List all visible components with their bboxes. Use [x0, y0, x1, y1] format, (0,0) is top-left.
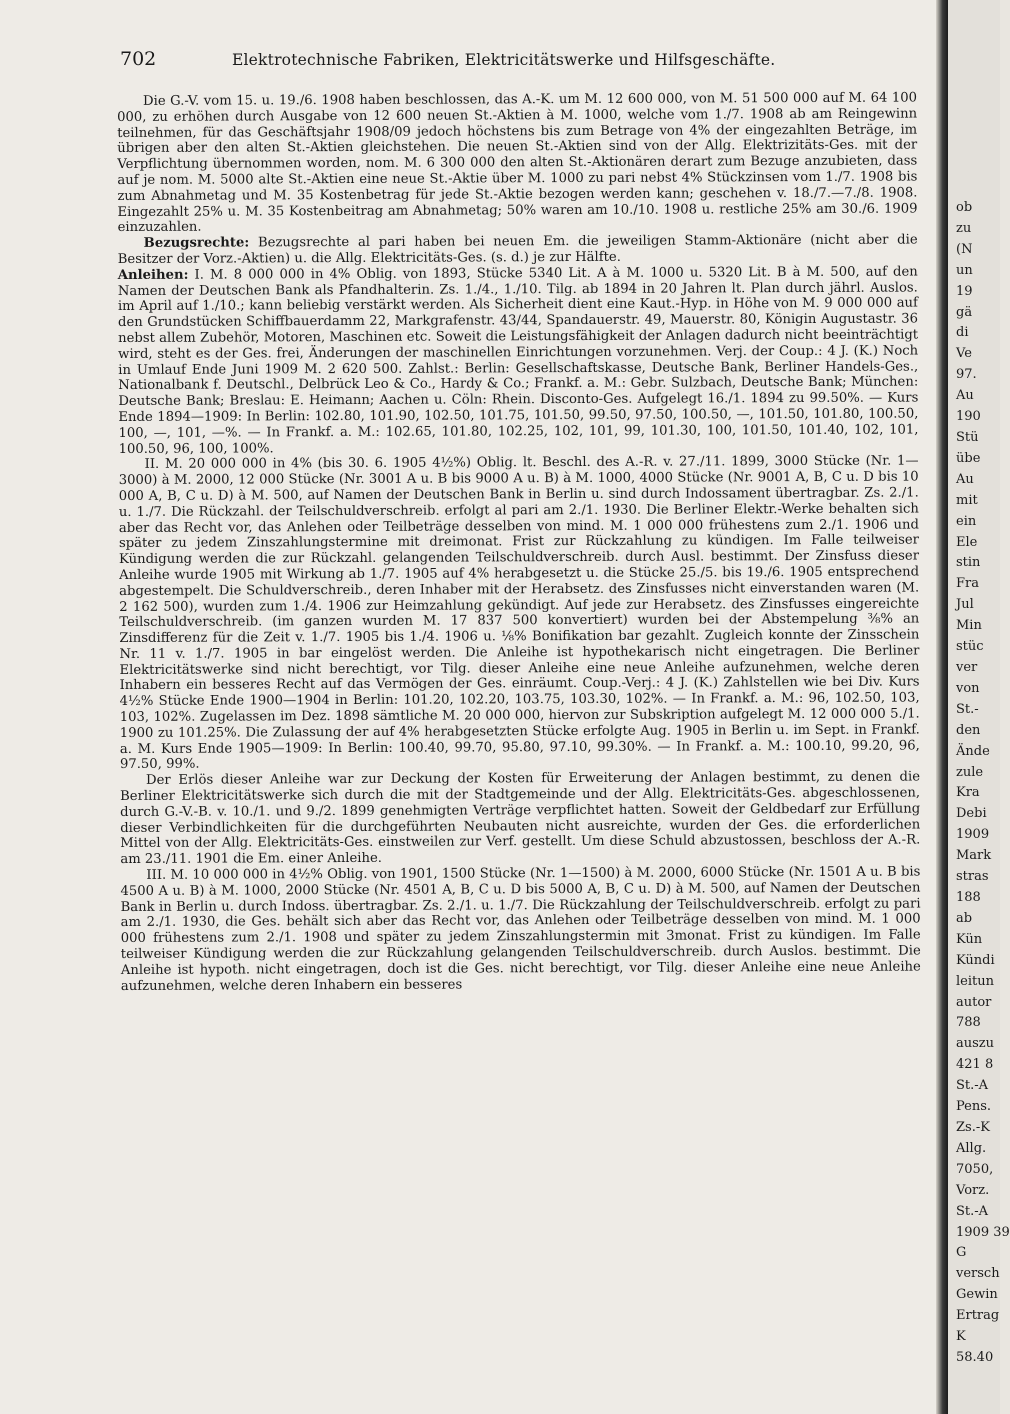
adjacent-page-word: 1909 39: [956, 1225, 1010, 1240]
paragraph-loan-iii: III. M. 10 000 000 in 4½% Oblig. von 1901, 1500 Stücke (Nr. 1—1500) à M. 2000, 6000 Stücke (Nr. 1501 A u. B bis 4500 A u. B) à M. 1000, 2000 Stücke (Nr. 4501 A, B, C u. D bis 5000 A, B, C u. D) à M. 500, auf Namen der Deutschen Bank in Berlin u. durch Indoss. übertragbar. Zs. 2./1. u. 1./7. Die Rückzahlung der Teilschuldverschreib. erfolgt zu pari am 2./1. 1930, die Ges. behält sich aber das Recht vor, das Anlehen oder Teilbeträge desselben von mind. M. 1 000 000 frühestens zum 2./1. 1908 und später zu jedem Zinszahlungstermin mit 3monat. Frist zu kündigen. Im Falle teilweiser Kündigung werden die zur Rückzahlung gelangenden Teilschuldverschreib. durch Auslos. bestimmt. Die Anleihe ist hypoth. nicht eingetragen, doch ist die Ges. nicht berechtigt, vor Tilg. dieser Anleihe eine neue Anleihe aufzunehmen, welche deren Inhabern ein besseres: [120, 864, 921, 994]
adjacent-page-word: Min: [956, 618, 982, 633]
adjacent-page-word: 19: [956, 284, 973, 299]
adjacent-page-word: Au: [956, 388, 974, 403]
adjacent-page-word: 7050,: [956, 1162, 994, 1177]
adjacent-page-word: stras: [956, 869, 989, 884]
adjacent-page-word: Ertrag: [956, 1308, 1000, 1323]
paragraph-loan-proceeds: Der Erlös dieser Anleihe war zur Deckung der Kosten für Erweiterung der Anlagen bestimmt, zu denen die Berliner Elektricitätswerke sich durch die mit der Stadtgemeinde und der Allg. Elektricitäts-Ges. abgeschlossenen, durch G.-V.-B. v. 10./1. und 9./2. 1899 genehmigten Verträge verpflichtet hatten. Soweit der Geldbedarf zur Erfüllung dieser Verbindlichkeiten für die durchgeführten Neubauten nicht ausreichte, wurden der Ges. die erforderlichen Mittel von der Allg. Elektricitäts-Ges. einstweilen zur Verf. gestellt. Um diese Schuld abzustossen, beschloss der A.-R. am 23./11. 1901 die Em. einer Anleihe.: [120, 769, 921, 868]
anleihen-text: I. M. 8 000 000 in 4% Oblig. von 1893, Stücke 5340 Lit. A à M. 1000 u. 5320 Lit. B à M. 500, auf den Namen der Deutschen Bank als Pfandhalterin. Zs. 1./4., 1./10. Tilg. ab 1894 in 20 Jahren lt. Plan durch jährl. Auslos. im April auf 1./10.; kann beliebig verstärkt werden. Als Sicherheit dient eine Kaut.-Hyp. in Höhe von M. 9 000 000 auf den Grundstücken Schiffbauerdamm 22, Markgrafenstr. 43/44, Spandauerstr. 49, Mauerstr. 80, Königin Augustastr. 36 nebst allem Zubehör, Motoren, Maschinen etc. Soweit die Leistungsfähigkeit der Anlagen dadurch nicht beeinträchtigt wird, steht es der Ges. frei, Änderungen der maschinellen Einrichtungen vorzunehmen. Verj. der Coup.: 4 J. (K.) Noch in Umlauf Ende Juni 1909 M. 2 620 500. Zahlst.: Berlin: Gesellschaftskasse, Deutsche Bank, Berliner Handels-Ges., Nationalbank f. Deutschl., Delbrück Leo & Co., Hardy & Co.; Frankf. a. M.: Gebr. Sulzbach, Deutsche Bank; München: Deutsche Bank; Breslau: E. Heimann; Aachen u. Cöln: Rhein. Disconto-Ges. Aufgelegt 16./1. 1894 zu 99.50%. — Kurs Ende 1894—1909: In Berlin: 102.80, 101.90, 102.50, 101.75, 101.50, 99.50, 97.50, 100.50, —, 101.50, 101.80, 100.50, 100, —, 101, —%. — In Frankf. a. M.: 102.65, 101.80, 102.25, 102, 101, 99, 101.30, 100, 101.50, 101.40, 102, 101, 100.50, 96, 100, 100%.: [117, 264, 919, 457]
adjacent-page-fragment: [948, 0, 1010, 1414]
adjacent-page-word: 188: [956, 890, 981, 905]
adjacent-page-word: ein: [956, 514, 977, 529]
adjacent-page-word: autor: [956, 995, 992, 1010]
adjacent-page-word: stüc: [956, 639, 984, 654]
adjacent-page-word: Pens.: [956, 1099, 992, 1114]
adjacent-page-word: leitun: [956, 974, 994, 989]
adjacent-page-word: St.-A: [956, 1204, 989, 1219]
adjacent-page-word: Gewin: [956, 1287, 998, 1302]
paragraph-bezugsrechte: [118, 233, 918, 268]
adjacent-page-word: Vorz.: [956, 1183, 990, 1198]
paragraph-capital-increase: Die G.-V. vom 15. u. 19./6. 1908 haben beschlossen, das A.-K. um M. 12 600 000, von M. 51 500 000 auf M. 64 100 000, zu erhöhen durch Ausgabe von 12 600 neuen St.-Aktien à M. 1000, welche vom 1./7. 1908 ab am Reingewinn teilnehmen, für das Geschäftsjahr 1908/09 jedoch höchstens bis zum Betrage von 4% der eingezahlten Beträge, im übrigen aber den alten St.-Aktien gleichstehen. Die neuen St.-Aktien sind von der Allg. Elektrizitäts-Ges. mit der Verpflichtung übernommen worden, nom. M. 6 300 000 den alten St.-Aktionären derart zum Bezuge anzubieten, dass auf je nom. M. 5000 alte St.-Aktien eine neue St.-Aktie über M. 1000 zu pari nebst 4% Stückzinsen vom 1./7. 1908 bis zum Abnahmetag und M. 35 Kostenbetrag für jede St.-Aktie bezogen werden kann; geschehen v. 18./7.—7./8. 1908. Eingezahlt 25% u. M. 35 Kostenbeitrag am Abnahmetag; 50% waren am 10./10. 1908 u. restliche 25% am 30./6. 1909 einzuzahlen.: [117, 90, 918, 236]
adjacent-page-word: stin: [956, 555, 981, 570]
adjacent-page-word: 97.: [956, 367, 977, 382]
adjacent-page-word: 421 8: [956, 1057, 994, 1072]
adjacent-page-word: 1909: [956, 827, 990, 842]
adjacent-page-word: Kündi: [956, 953, 995, 968]
adjacent-page-word: den: [956, 723, 981, 738]
adjacent-page-word: zule: [956, 765, 984, 780]
adjacent-page-word: Jul: [956, 597, 974, 612]
adjacent-page-word: 788: [956, 1015, 981, 1030]
adjacent-page-word: 190: [956, 409, 981, 424]
adjacent-page-word: Ände: [956, 744, 990, 759]
adjacent-page-word: Ve: [956, 346, 972, 361]
adjacent-page-word: ver: [956, 660, 978, 675]
adjacent-page-word: di: [956, 325, 969, 340]
adjacent-page-word: gä: [956, 305, 973, 320]
adjacent-page-word: Stü: [956, 430, 979, 445]
adjacent-page-word: un: [956, 263, 973, 278]
bezugsrechte-label: Bezugsrechte:: [143, 235, 250, 252]
adjacent-page-word: St.-: [956, 702, 979, 717]
adjacent-page-word: Allg.: [956, 1141, 987, 1156]
adjacent-page-word: Kün: [956, 932, 983, 947]
adjacent-page-word: von: [956, 681, 980, 696]
adjacent-page-word: Kra: [956, 785, 980, 800]
adjacent-page-word: ab: [956, 911, 973, 926]
adjacent-page-word: St.-A: [956, 1078, 989, 1093]
adjacent-page-word: übe: [956, 451, 981, 466]
adjacent-page-word: 58.40: [956, 1350, 994, 1365]
adjacent-page-word: Fra: [956, 576, 979, 591]
adjacent-page-word: G: [956, 1245, 967, 1260]
adjacent-page-word: K: [956, 1329, 966, 1344]
anleihen-label: Anleihen:: [117, 267, 189, 283]
book-gutter: [936, 0, 948, 1414]
adjacent-page-word: auszu: [956, 1036, 995, 1051]
paragraph-loan-ii: II. M. 20 000 000 in 4% (bis 30. 6. 1905 4½%) Oblig. lt. Beschl. des A.-R. v. 27./11. 1899, 3000 Stücke (Nr. 1—3000) à M. 2000, 12 000 Stücke (Nr. 3001 A u. B bis 9000 A u. B) à M. 1000, 4000 Stücke (Nr. 9001 A, B, C u. D bis 10 000 A, B, C u. D) à M. 500, auf Namen der Deutschen Bank in Berlin u. sind durch Indossament übertragbar. Zs. 2./1. u. 1./7. Die Rückzahl. der Teilschuldverschreib. erfolgt al pari am 2./1. 1930. Die Berliner Elektr.-Werke behalten sich aber das Recht vor, das Anlehen oder Teilbeträge desselben von mind. M. 1 000 000 frühestens zum 2./1. 1906 und später zu jedem Zinszahlungstermine mit dreimonat. Frist zur Rückzahlung zu kündigen. Im Falle teilweiser Kündigung werden die zur Rückzahl. gelangenden Teilschuldverschreib. durch Ausl. bestimmt. Der Zinsfuss dieser Anleihe wurde 1905 mit Wirkung ab 1./7. 1905 auf 4% herabgesetzt u. die Stücke 25./5. bis 19./6. 1905 entsprechend abgestempelt. Die Schuldverschreib., deren Inhaber mit der Herabsetz. des Zinsfusses nicht einverstanden waren (M. 2 162 500), wurden zum 1./4. 1906 zur Heimzahlung gekündigt. Auf jede zur Herabsetz. des Zinsfusses eingereichte Teilschuldverschreib. (im ganzen wurden M. 17 837 500 konvertiert) wurden bei der Abstempelung ⅜% an Zinsdifferenz für die Zeit v. 1./7. 1905 bis 1./4. 1906 u. ⅛% Bonifikation bar gezahlt. Zugleich konnte der Zinsschein Nr. 11 v. 1./7. 1905 in bar eingelöst werden. Die Anleihe ist hypothekarisch nicht eingetragen. Die Berliner Elektricitätswerke sind nicht berechtigt, vor Tilg. dieser Anleihe eine neue Anleihe aufzunehmen, welche deren Inhabern ein besseres Recht auf das Vermögen der Ges. einräumt. Coup.-Verj.: 4 J. (K.) Zahlstellen wie bei Div. Kurs 4½% Stücke Ende 1900—1904 in Berlin: 101.20, 102.20, 103.75, 103.30, 102%. — In Frankf. a. M.: 96, 102.50, 103, 103, 102%. Zugelassen im Dez. 1898 sämtliche M. 20 000 000, hiervon zur Subskription aufgelegt M. 12 000 000 5./1. 1900 zu 101.25%. Die Zulassung der auf 4% herabgesetzten Stücke erfolgte Aug. 1905 in Berlin u. im Sept. in Frankf. a. M. Kurs Ende 1905—1909: In Berlin: 100.40, 99.70, 95.80, 97.10, 99.30%. — In Frankf. a. M.: 100.10, 99.20, 96, 97.50, 99%.: [118, 453, 920, 773]
adjacent-page-word: Au: [956, 472, 974, 487]
adjacent-page-word: (N: [956, 242, 973, 257]
bezugsrechte-text: Bezugsrechte al pari haben bei neuen Em. die jeweiligen Stamm-Aktionäre (nicht aber die Besitzer der Vorz.-Aktien) u. die Allg. Elektricitäts-Ges. (s. d.) je zur Hälfte.: [117, 232, 918, 267]
adjacent-page-word: Mark: [956, 848, 992, 863]
main-text-column: [117, 91, 921, 995]
adjacent-page-word: mit: [956, 493, 978, 508]
adjacent-page-word: zu: [956, 221, 972, 236]
adjacent-page-word: versch: [956, 1266, 1000, 1281]
running-title: Elektrotechnische Fabriken, Elektricitätswerke und Hilfsgeschäfte.: [232, 51, 776, 69]
adjacent-page-word: Ele: [956, 535, 978, 550]
adjacent-page-word: Zs.-K: [956, 1120, 990, 1135]
paragraph-anleihen: [118, 264, 919, 457]
adjacent-page-word: Debi: [956, 806, 987, 821]
page-header: [120, 48, 820, 74]
page-number: 702: [120, 48, 157, 70]
adjacent-page-word: ob: [956, 200, 973, 215]
